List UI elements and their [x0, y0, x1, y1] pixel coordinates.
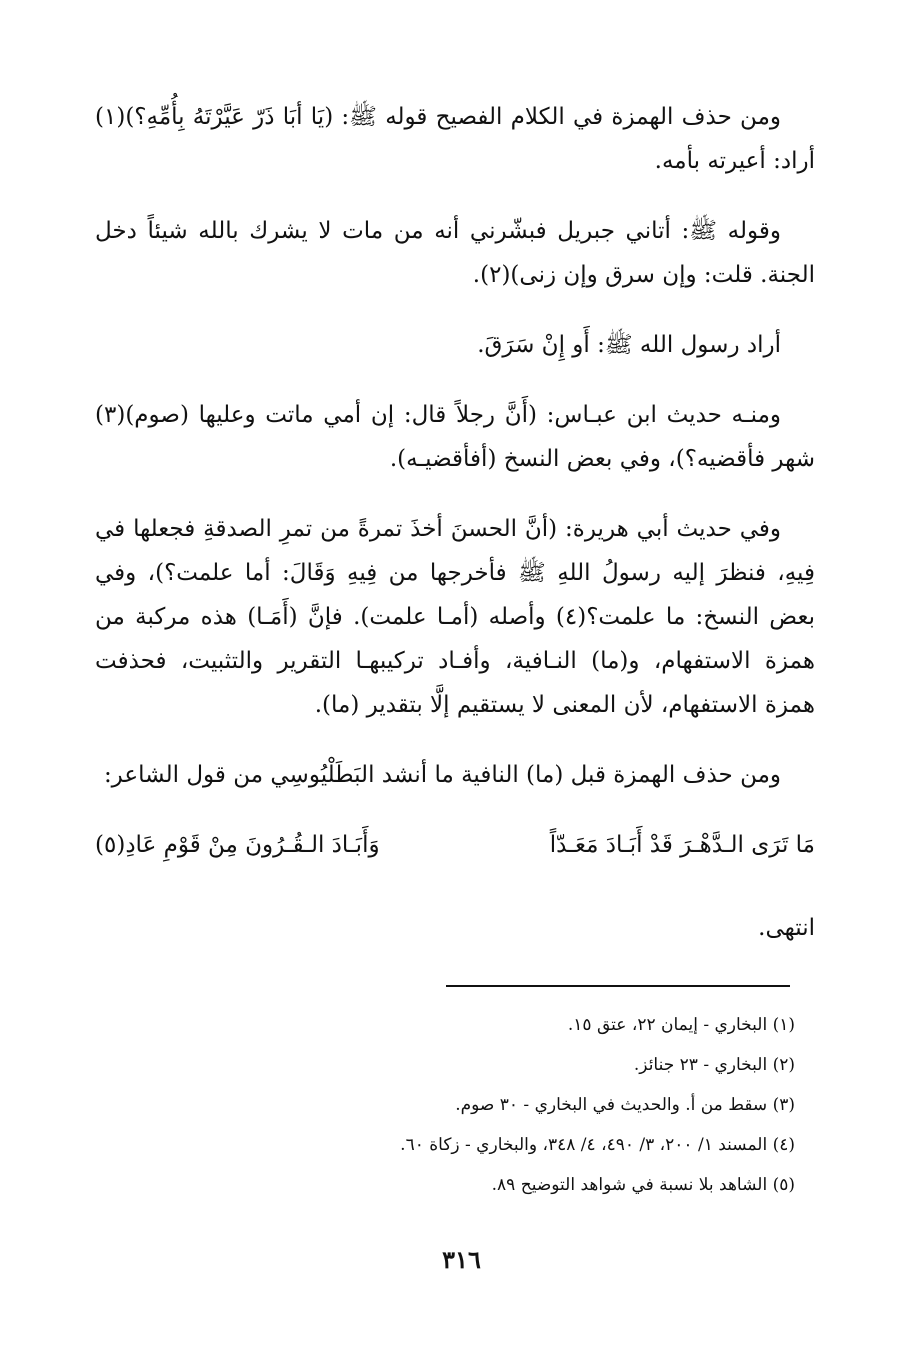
verse-first-hemistich: مَا تَرَى الـدَّهْـرَ قَدْ أَبَـادَ مَعَـدّاً	[549, 832, 815, 858]
footnote-2: (٢) البخاري - ٢٣ جنائز.	[633, 1055, 795, 1075]
paragraph-jibril-hadith: وقوله ﷺ: أتاني جبريل فبشّرني أنه من مات لا يشرك بالله شيئاً دخل الجنة. قلت: وإن سرق وإن زنى)(٢).	[95, 218, 815, 288]
footnote-3: (٣) سقط من أ. والحديث في البخاري - ٣٠ صوم.	[455, 1095, 795, 1115]
paragraph-ibn-abbas: ومنـه حديث ابن عبـاس: (أَنَّ رجلاً قال: إن أمي ماتت وعليها (صوم)(٣) شهر فأقضيه؟)، وفي بعض النسخ (أفأقضيـه).	[95, 402, 815, 472]
footnote-divider	[446, 985, 790, 987]
paragraph-hamza-deletion: ومن حذف الهمزة في الكلام الفصيح قوله ﷺ: (يَا أبَا ذَرّ عَيَّرْتَهُ بِأُمِّهِ؟)(١) أراد: أعيرته بأمه.	[95, 104, 815, 174]
ending-word: انتهى.	[758, 915, 815, 941]
paragraph-abu-hurayra: وفي حديث أبي هريرة: (أنَّ الحسنَ أخذَ تمرةً من تمرِ الصدقةِ فجعلها في فِيهِ، فنظرَ إليه رسولُ اللهِ ﷺ فأخرجها من فِيهِ وَقَالَ: أما علمت؟)، وفي بعض النسخ: ما علمت؟(٤) وأصله (أمـا علمت). فإنَّ (أَمَـا) هذه مركبة من همزة الاستفهام، و(ما) النـافية، وأفـاد تركيبهـا التقرير والتثبيت، فحذفت همزة الاستفهام، لأن المعنى لا يستقيم إلَّا بتقدير (ما).	[95, 516, 815, 718]
footnote-4: (٤) المسند ١/ ٢٠٠، ٣/ ٤٩٠، ٤/ ٣٤٨، والبخاري - زكاة ٦٠.	[400, 1135, 795, 1155]
footnotes	[95, 1005, 795, 1205]
footnote-5: (٥) الشاهد بلا نسبة في شواهد التوضيح ٨٩.	[491, 1175, 795, 1195]
poetry-verse	[95, 823, 815, 867]
page-number: ٣١٦	[442, 1245, 481, 1274]
footnote-1: (١) البخاري - إيمان ٢٢، عتق ١٥.	[567, 1015, 795, 1035]
main-text	[95, 95, 815, 955]
paragraph-poetry-intro: ومن حذف الهمزة قبل (ما) النافية ما أنشد البَطَلْيُوسِي من قول الشاعر:	[103, 762, 781, 788]
paragraph-meaning: أراد رسول الله ﷺ: أَو إِنْ سَرَقَ.	[477, 332, 781, 358]
verse-second-hemistich: وَأَبَـادَ الـقُـرُونَ مِنْ قَوْمِ عَادِ(٥)	[95, 832, 380, 858]
